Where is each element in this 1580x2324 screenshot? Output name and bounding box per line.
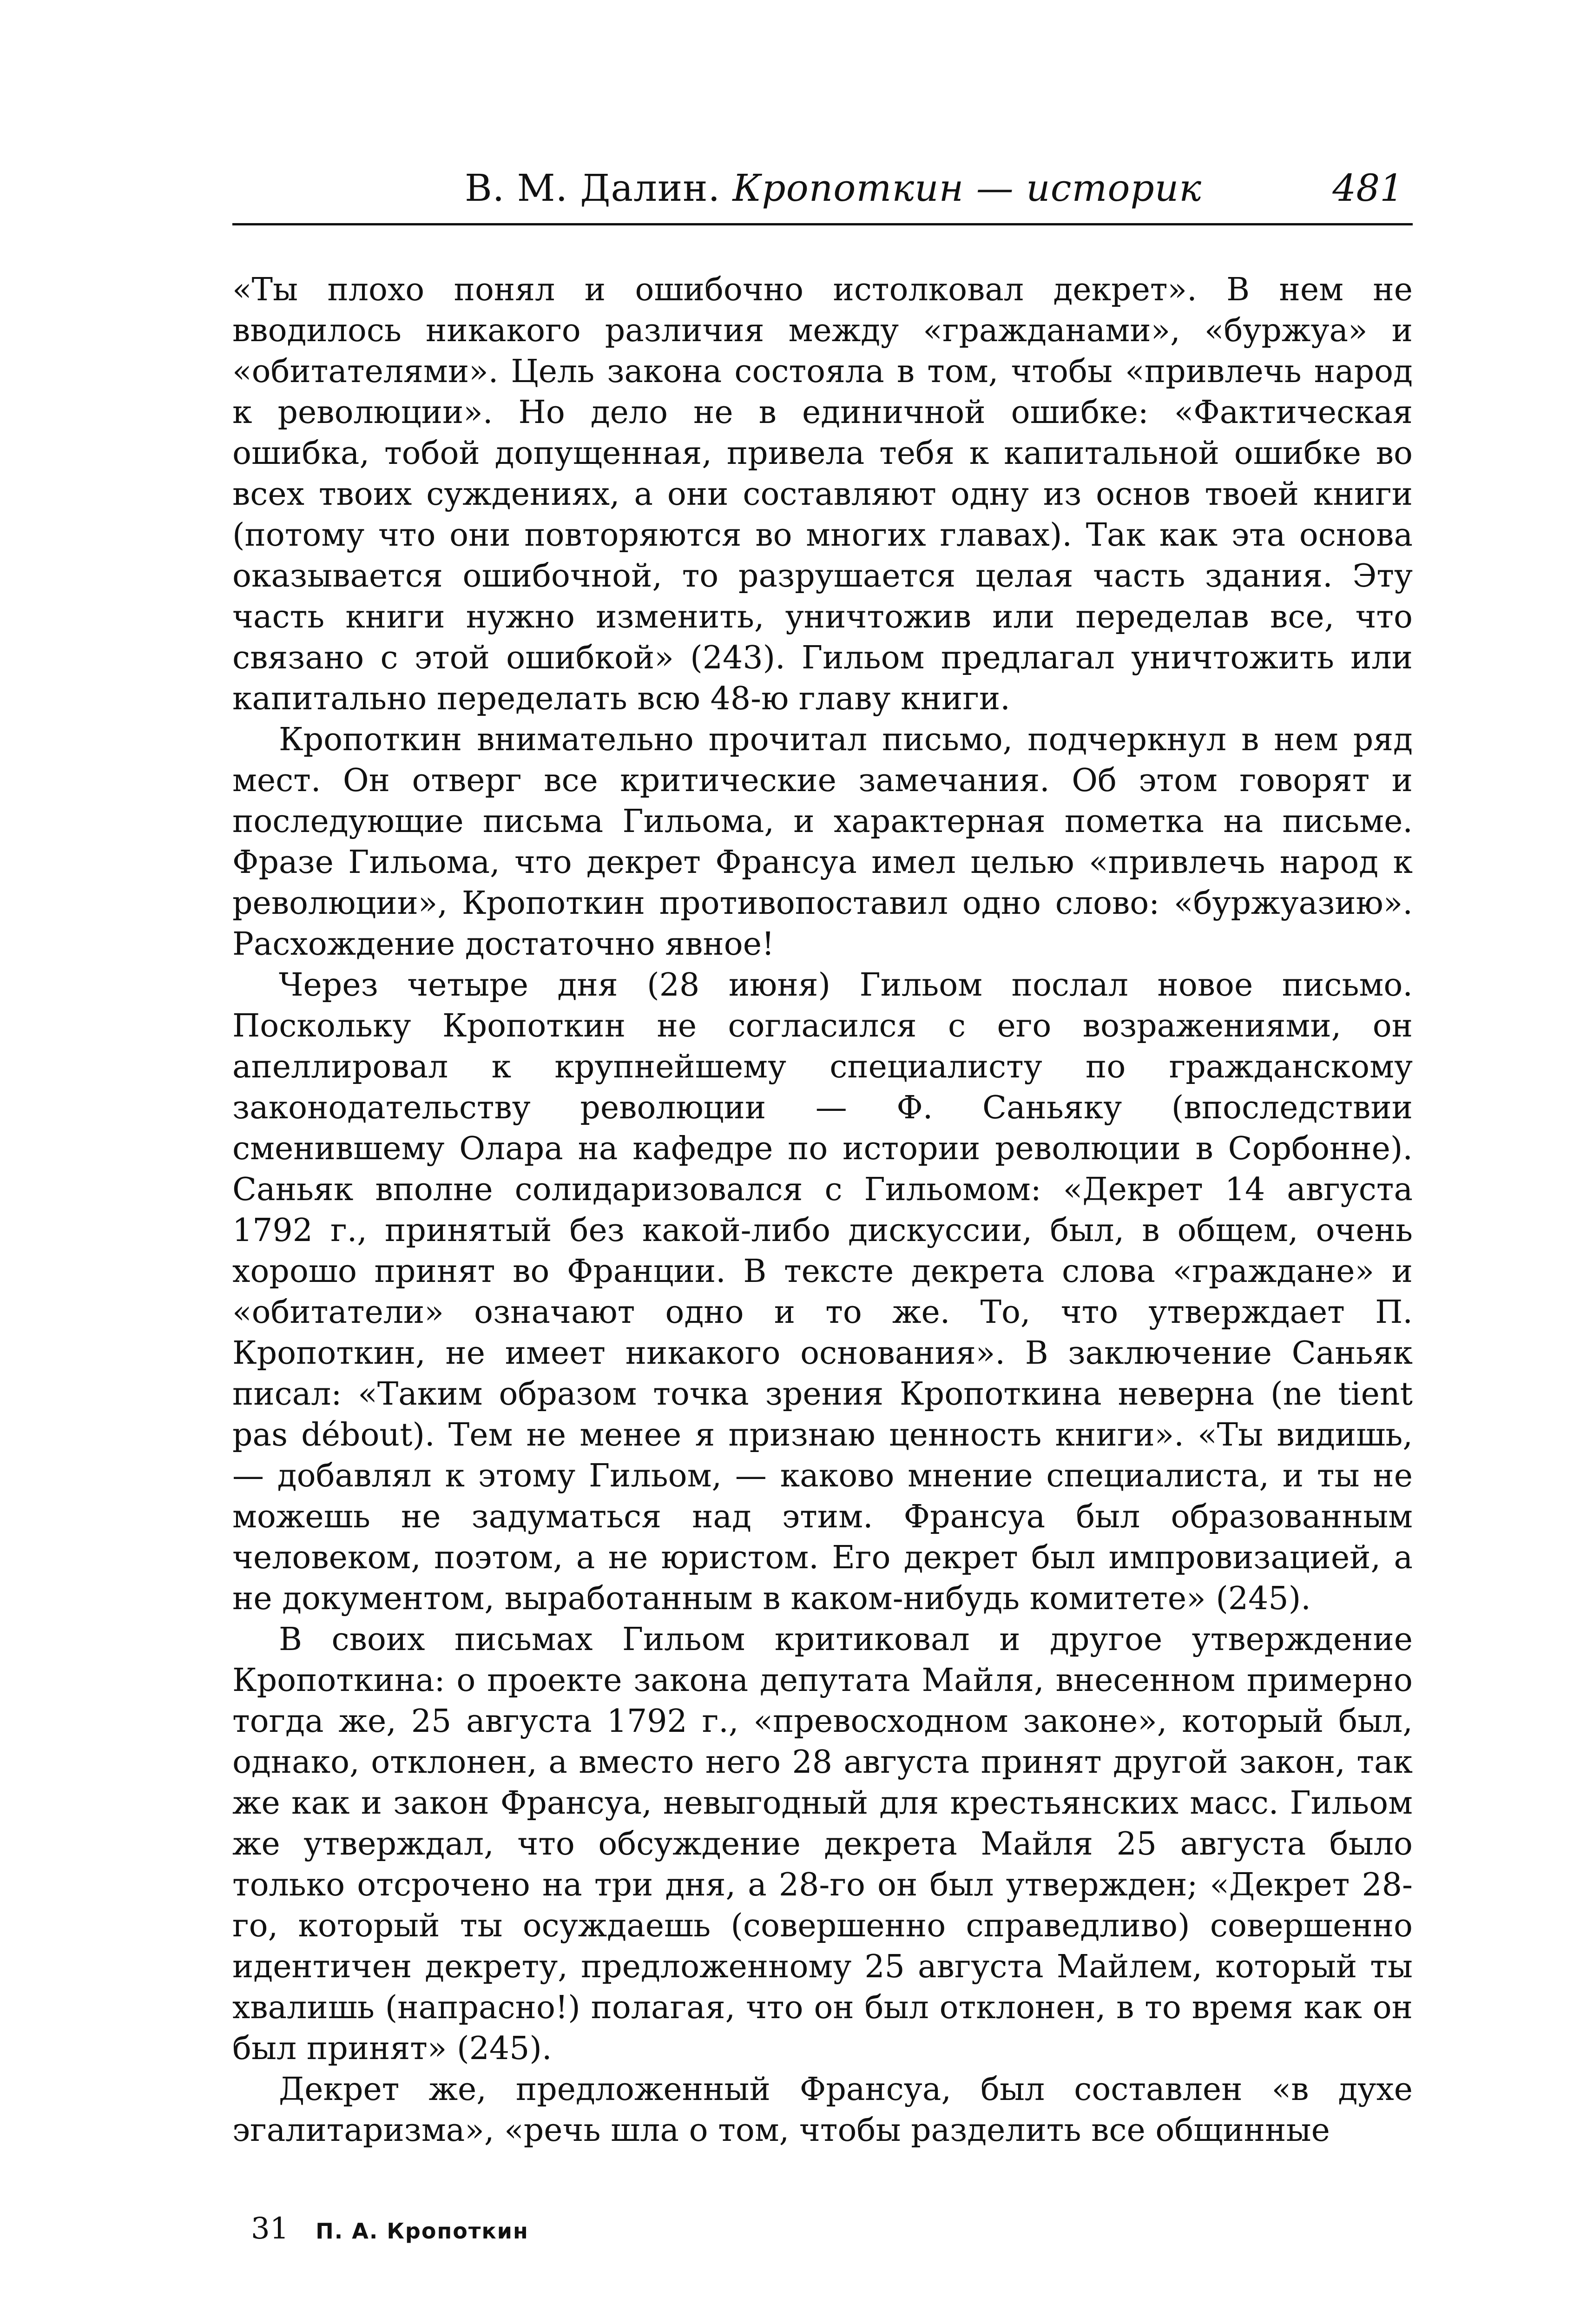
page-number: 481	[1332, 166, 1403, 210]
body-text	[232, 270, 1413, 2151]
header-topic: Кропоткин — историк	[732, 166, 1202, 210]
running-header	[232, 160, 1413, 216]
paragraph-1: «Ты плохо понял и ошибочно истолковал декрет». В нем не вводилось никакого различия между «гражданами», «буржуа» и «обитателями». Цель закона состояла в том, чтобы «привлечь народ к революции». Но дело не в единичной ошибке: «Фактическая ошибка, тобой допущенная, привела тебя к капитальной ошибке во всех твоих суждениях, а они составляют одну из основ твоей книги (потому что они повторяются во многих главах). Так как эта основа оказывается ошибочной, то разрушается целая часть здания. Эту часть книги нужно изменить, уничтожив или переделав все, что связано с этой ошибкой» (243). Гильом предлагал уничтожить или капитально переделать всю 48-ю главу книги.	[232, 271, 1413, 717]
paragraph-3: Через четыре дня (28 июня) Гильом послал новое письмо. Поскольку Кропоткин не согласился с его возражениями, он апеллировал к крупнейшему специалисту по гражданскому законодательству революции — Ф. Саньяку (впоследствии сменившему Олара на кафедре по истории революции в Сорбонне). Саньяк вполне солидаризовался с Гильомом: «Декрет 14 августа 1792 г., принятый без какой-либо дискуссии, был, в общем, очень хорошо принят во Франции. В тексте декрета слова «граждане» и «обитатели» означают одно и то же. То, что утверждает П. Кропоткин, не имеет никакого основания». В заключение Саньяк писал: «Таким образом точка зрения Кропоткина неверна (ne tient pas débout). Тем не менее я признаю ценность книги». «Ты видишь, — добавлял к этому Гильом, — каково мнение специалиста, и ты не можешь не задуматься над этим. Франсуа был образованным человеком, поэтом, а не юристом. Его декрет был импровизацией, а не документом, выработанным в каком-нибудь комитете» (245).	[232, 967, 1413, 1617]
signature-line	[251, 2210, 529, 2247]
paragraph-5: Декрет же, предложенный Франсуа, был составлен «в духе эгалитаризма», «речь шла о том, чтобы разделить все общинные	[232, 2071, 1413, 2149]
signature-number: 31	[251, 2212, 289, 2246]
signature-label: П. А. Кропоткин	[316, 2218, 529, 2244]
running-title	[465, 160, 1324, 216]
paragraph-2: Кропоткин внимательно прочитал письмо, подчеркнул в нем ряд мест. Он отверг все критические замечания. Об этом говорят и последующие письма Гильома, и характерная пометка на письме. Фразе Гильома, что декрет Франсуа имел целью «привлечь народ к революции», Кропоткин противопоставил одно слово: «буржуазию». Расхождение достаточно явное!	[232, 721, 1413, 963]
header-rule	[232, 223, 1413, 225]
paragraph-4: В своих письмах Гильом критиковал и другое утверждение Кропоткина: о проекте закона депутата Майля, внесенном примерно тогда же, 25 августа 1792 г., «превосходном законе», который был, однако, отклонен, а вместо него 28 августа принят другой закон, так же как и закон Франсуа, невыгодный для крестьянских масс. Гильом же утверждал, что обсуждение декрета Майля 25 августа было только отсрочено на три дня, а 28-го он был утвержден; «Декрет 28-го, который ты осуждаешь (совершенно справедливо) совершенно идентичен декрету, предложенному 25 августа Майлем, который ты хвалишь (напрасно!) полагая, что он был отклонен, в то время как он был принят» (245).	[232, 1621, 1413, 2067]
header-author: В. М. Далин.	[465, 166, 721, 210]
